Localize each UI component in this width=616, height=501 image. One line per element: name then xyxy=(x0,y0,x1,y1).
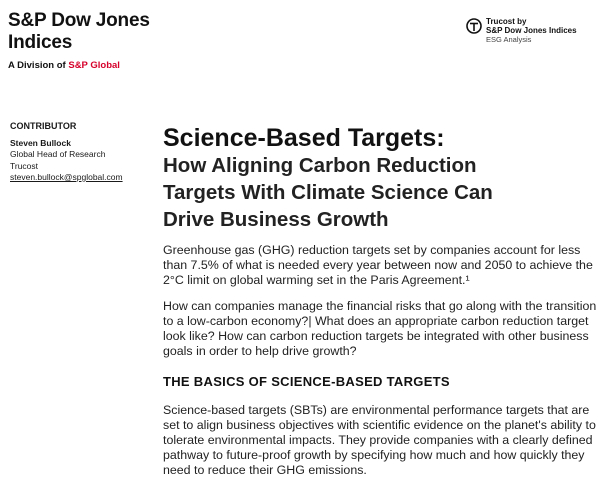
partner-line-1: Trucost by xyxy=(486,17,527,26)
division-brand: S&P Global xyxy=(68,60,120,71)
contributor-block xyxy=(10,121,150,184)
spdji-logo xyxy=(8,10,150,71)
paragraph-1: Greenhouse gas (GHG) reduction targets set by companies account for less than 7.5% of what is needed every year between now and 2050 to achieve the 2°C limit on global warming set in the Paris Agreement.¹ xyxy=(163,243,593,287)
division-prefix: A Division of xyxy=(8,60,69,71)
article-body xyxy=(163,124,603,478)
paragraph-2: How can companies manage the financial risks that go along with the transition to a low-carbon economy?| What does an appropriate carbon reduction target look like? How can carbon reduction targets be integrated with other business goals in order to help drive growth? xyxy=(163,299,597,358)
logo-line-2: Indices xyxy=(8,32,73,53)
article-subtitle-2: Targets With Climate Science Can xyxy=(163,181,493,204)
contributor-name: Steven Bullock xyxy=(10,137,71,148)
partner-line-2: S&P Dow Jones Indices xyxy=(486,26,577,35)
contributor-label: CONTRIBUTOR xyxy=(10,121,77,131)
section-heading: THE BASICS OF SCIENCE-BASED TARGETS xyxy=(163,374,450,389)
article-subtitle-1: How Aligning Carbon Reduction xyxy=(163,154,477,177)
contributor-org: Trucost xyxy=(10,160,39,171)
contributor-title: Global Head of Research xyxy=(10,149,106,159)
article-title: Science-Based Targets: xyxy=(163,124,445,152)
trucost-logo-icon xyxy=(466,18,482,34)
paragraph-3: Science-based targets (SBTs) are environmental performance targets that are set to align business objectives with scientific evidence on the planet's ability to tolerate environmental impacts. They provide companies with a clearly defined pathway to future-proof growth by specifying how much and how quickly they need to reduce their GHG emissions. xyxy=(163,403,596,477)
partner-line-3: ESG Analysis xyxy=(486,35,532,44)
trucost-badge xyxy=(466,17,577,44)
division-line xyxy=(8,60,150,71)
article-subtitle-3: Drive Business Growth xyxy=(163,208,389,231)
logo-line-1: S&P Dow Jones xyxy=(8,10,150,31)
contributor-email-link[interactable]: steven.bullock@spglobal.com xyxy=(10,172,123,182)
